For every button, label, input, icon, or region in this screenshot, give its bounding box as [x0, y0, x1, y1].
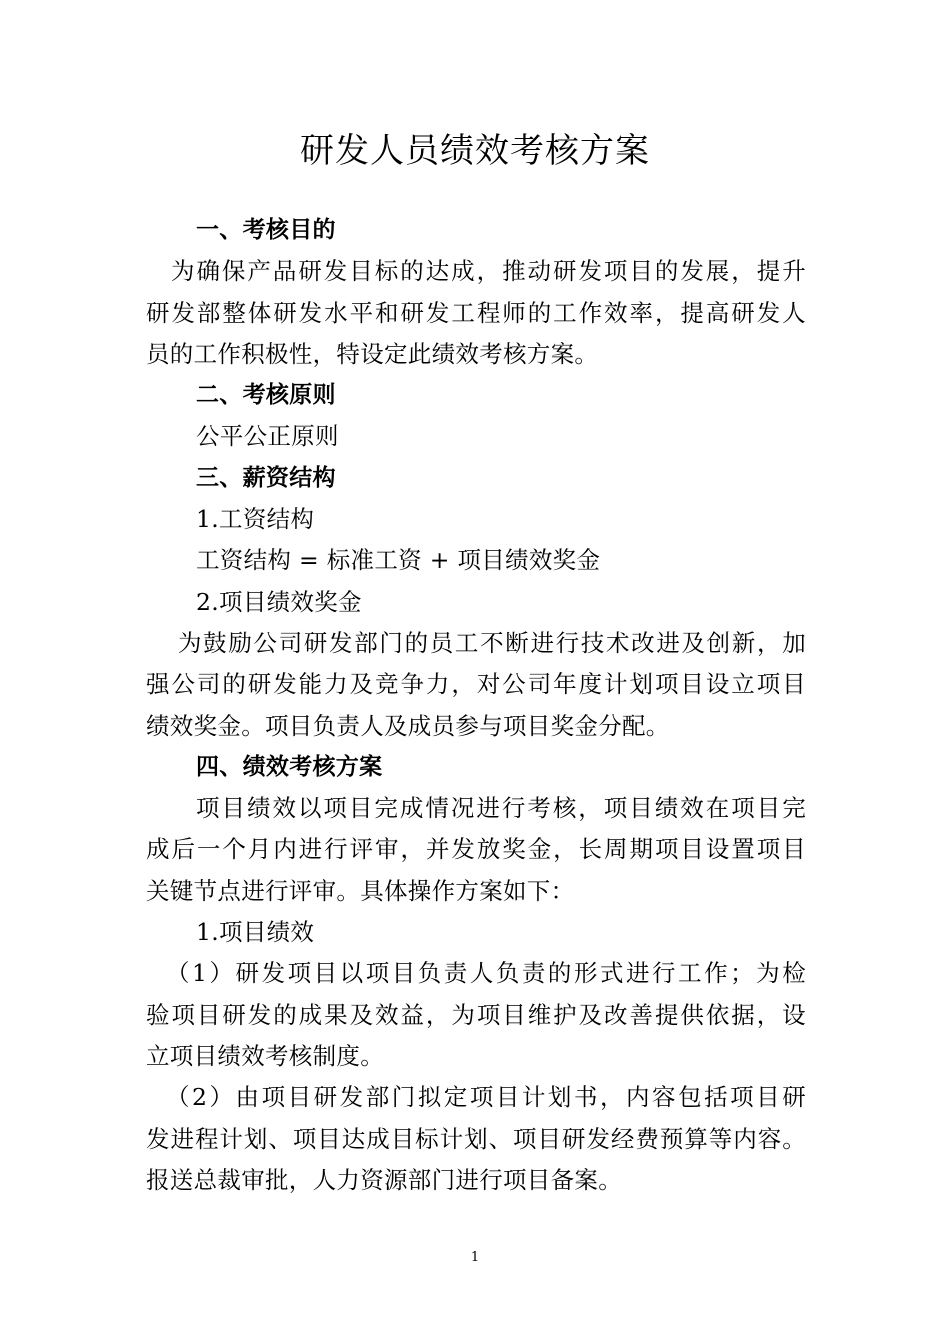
section-heading: 一、考核目的 [196, 217, 336, 243]
paragraph-line: 为鼓励公司研发部门的员工不断进行技术改进及创新，加 [178, 628, 806, 657]
page-number: 1 [470, 1250, 480, 1265]
document-title: 研发人员绩效考核方案 [300, 131, 650, 171]
paragraph-line: 项目绩效以项目完成情况进行考核，项目绩效在项目完 [196, 794, 806, 823]
paragraph-line: 关键节点进行评审。具体操作方案如下： [146, 876, 575, 905]
paragraph-line: 员的工作积极性，特设定此绩效考核方案。 [146, 339, 599, 368]
paragraph-line: 发进程计划、项目达成目标计划、项目研发经费预算等内容。 [146, 1124, 806, 1153]
paragraph-line: 绩效奖金。项目负责人及成员参与项目奖金分配。 [146, 711, 670, 740]
paragraph-line: 立项目绩效考核制度。 [146, 1041, 384, 1070]
section-heading: 四、绩效考核方案 [196, 753, 383, 780]
paragraph-line: 研发部整体研发水平和研发工程师的工作效率，提高研发人 [146, 298, 806, 327]
paragraph-line: 成后一个月内进行评审，并发放奖金，长周期项目设置项目 [146, 835, 806, 864]
paragraph-line: （1）研发项目以项目负责人负责的形式进行工作；为检 [166, 959, 806, 988]
subsection-label: 1.项目绩效 [196, 918, 315, 947]
subsection-label: 2.项目绩效奖金 [196, 587, 362, 616]
paragraph-line: 公平公正原则 [196, 422, 339, 451]
paragraph-line: 为确保产品研发目标的达成，推动研发项目的发展，提升 [171, 257, 806, 286]
paragraph-line: 报送总裁审批，人力资源部门进行项目备案。 [146, 1165, 622, 1194]
subsection-label: 1.工资结构 [196, 505, 315, 534]
paragraph-line: 强公司的研发能力及竞争力，对公司年度计划项目设立项目 [146, 670, 806, 699]
section-heading: 二、考核原则 [196, 382, 336, 409]
paragraph-line: 验项目研发的成果及效益，为项目维护及改善提供依据，设 [146, 1000, 806, 1029]
document-body [146, 210, 806, 1201]
formula-line: 工资结构 = 标准工资 + 项目绩效奖金 [196, 546, 601, 575]
section-heading: 三、薪资结构 [196, 464, 336, 491]
paragraph-line: （2）由项目研发部门拟定项目计划书，内容包括项目研 [166, 1083, 806, 1112]
